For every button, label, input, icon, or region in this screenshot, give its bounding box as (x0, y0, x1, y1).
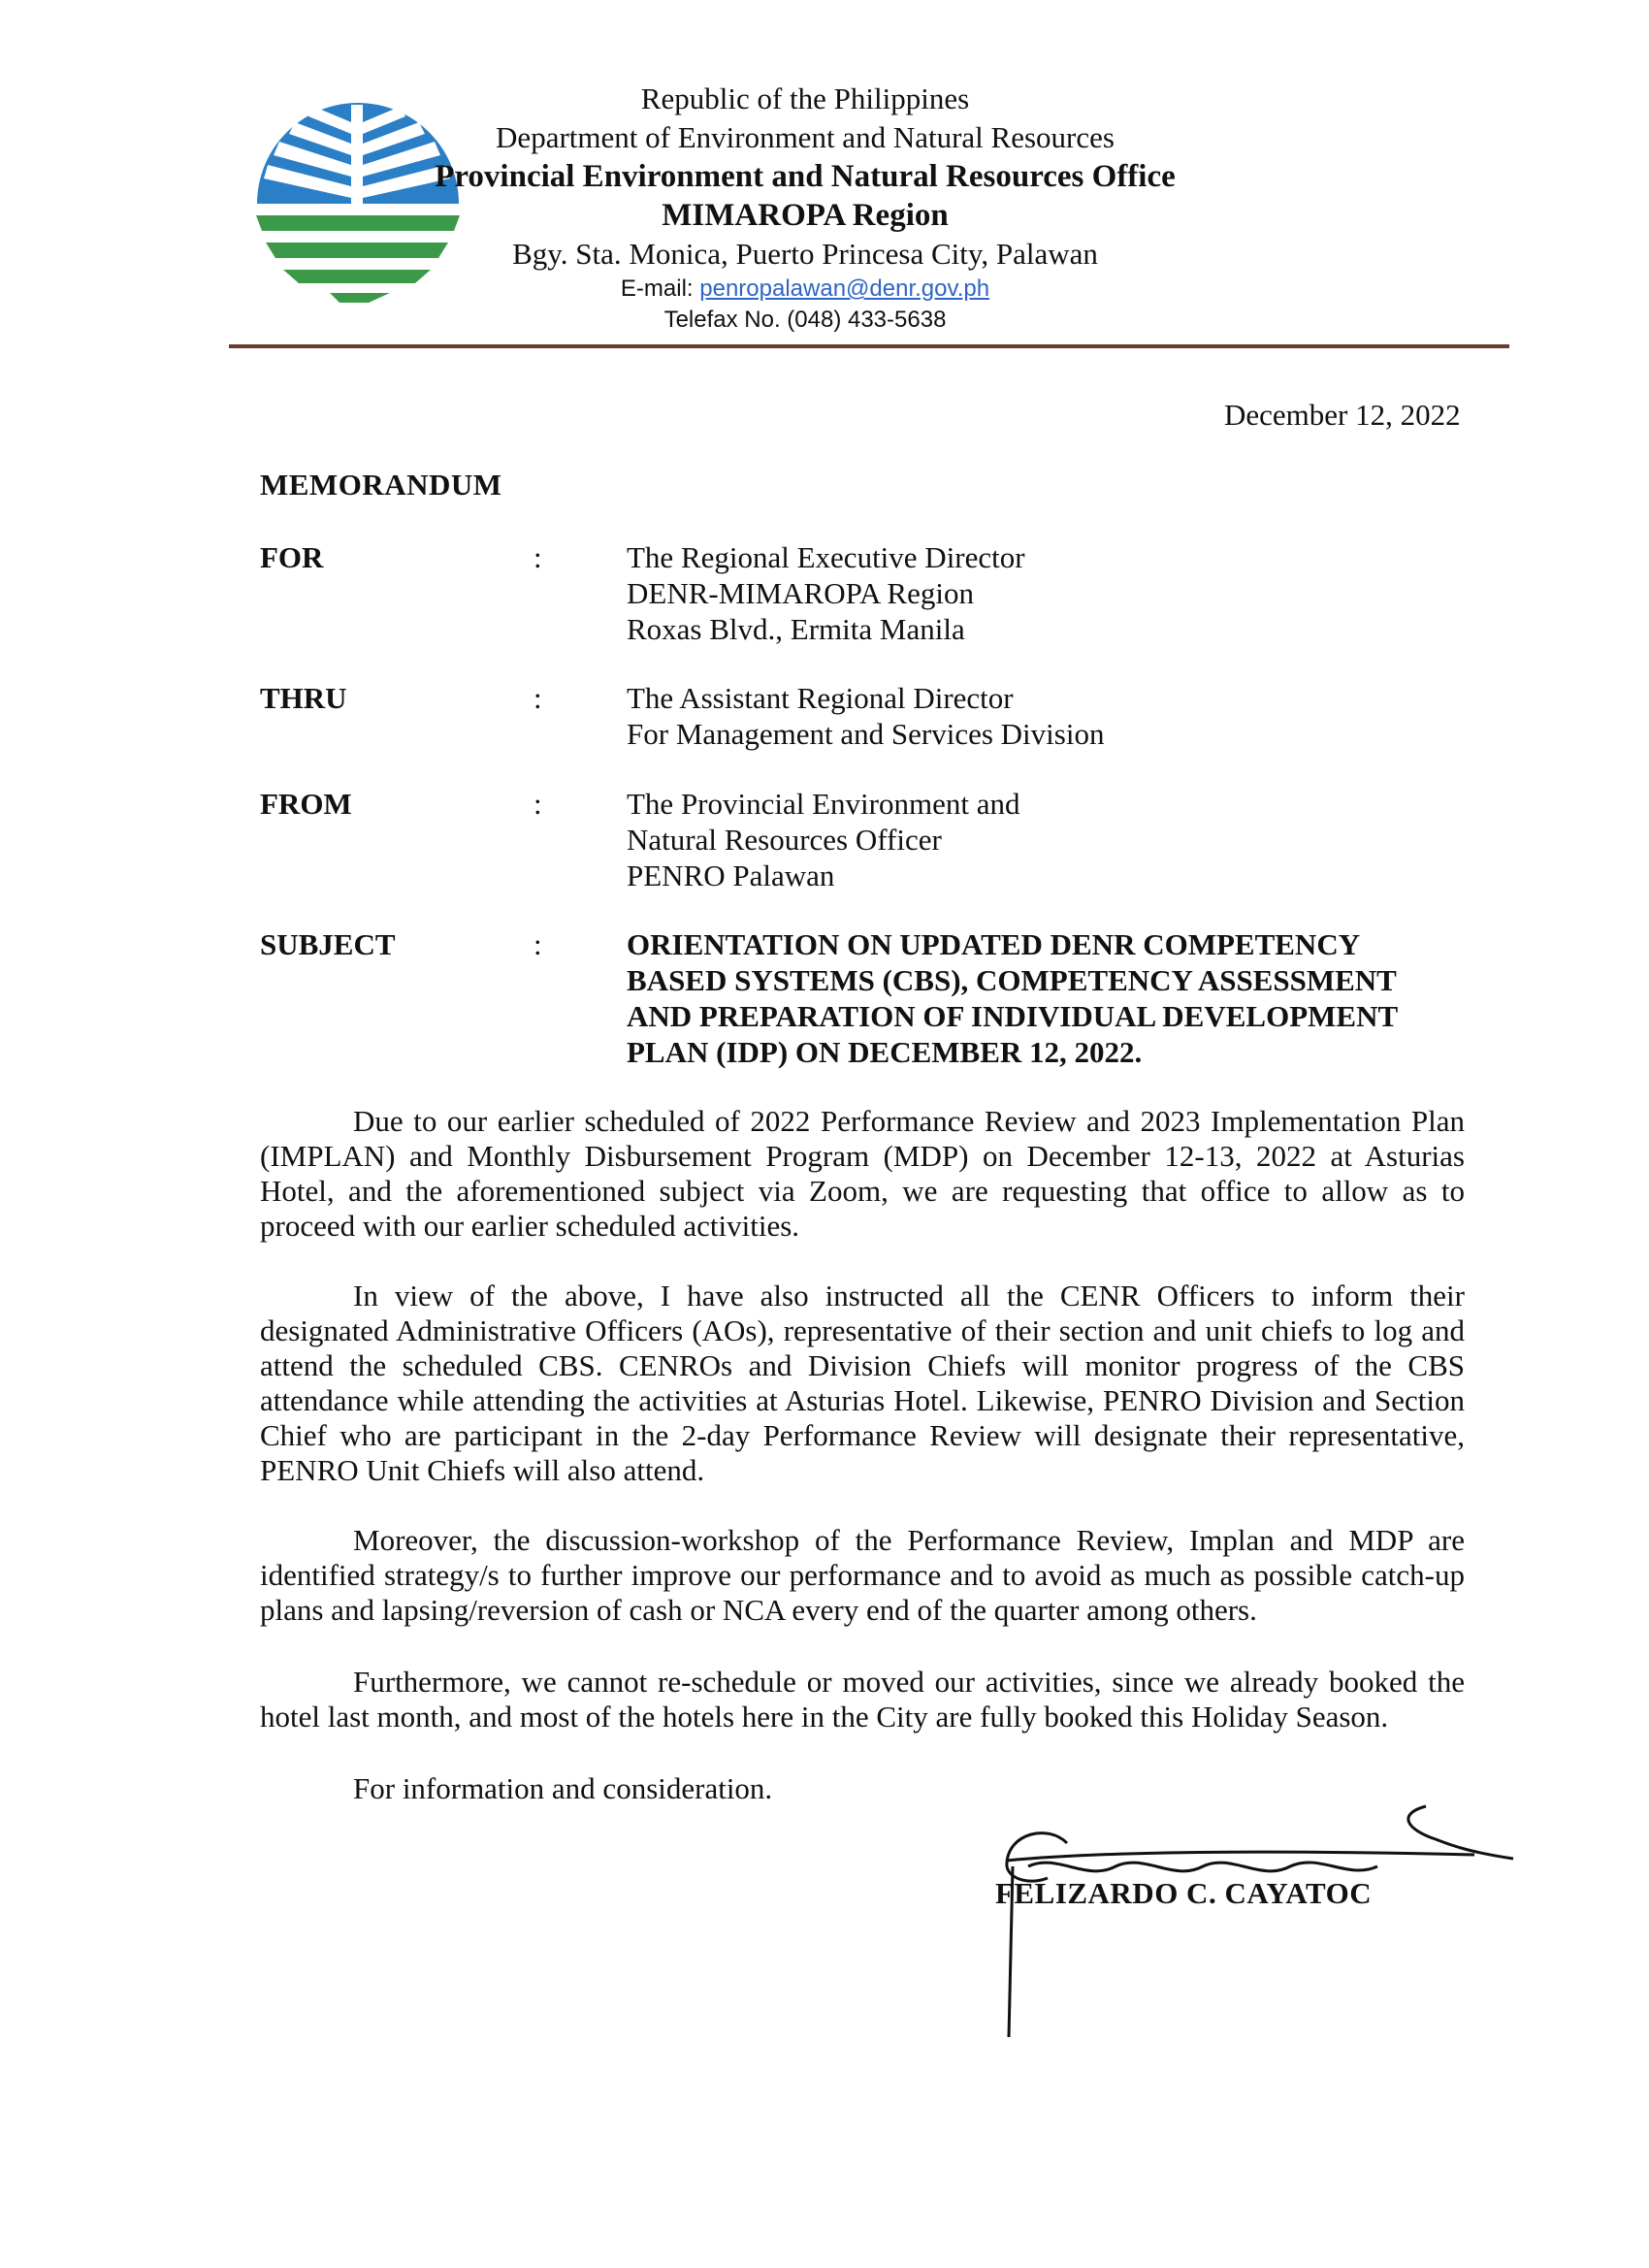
letterhead-telefax: Telefax No. (048) 433-5638 (663, 307, 947, 333)
field-from-line: The Provincial Environment and (627, 787, 1020, 821)
body-paragraph-2-text: In view of the above, I have also instructed all the CENR Officers to inform their designated Administrative Officers (AOs), representative of their section and unit chiefs to log and attend the scheduled CBS. CENROs and Division Chiefs will monitor progress of the CBS attendance while attending the activities at Asturias Hotel. Likewise, PENRO Division and Section Chief who are participant in the 2-day Performance Review will designate their representative, PENRO Unit Chiefs will also attend. (260, 1279, 1465, 1487)
letterhead-address: Bgy. Sta. Monica, Puerto Princesa City, Palawan (512, 237, 1098, 271)
field-for-line: DENR-MIMAROPA Region (627, 576, 974, 610)
body-paragraph-1 (260, 1104, 1465, 1244)
field-thru-value (627, 680, 1480, 752)
field-for-line: Roxas Blvd., Ermita Manila (627, 612, 965, 646)
field-thru-line: The Assistant Regional Director (627, 681, 1014, 715)
body-paragraph-1-text: Due to our earlier scheduled of 2022 Performance Review and 2023 Implementation Plan (IMPLAN) and Monthly Disbursement Program (MDP) on December 12-13, 2022 at Asturias Hotel, and the aforementioned subject via Zoom, we are requesting that office to allow as to proceed with our earlier scheduled activities. (260, 1104, 1465, 1243)
field-thru-label: THRU (260, 681, 347, 715)
field-subject-line: ORIENTATION ON UPDATED DENR COMPETENCY (627, 927, 1361, 961)
field-for-label: FOR (260, 540, 324, 574)
letterhead-email-line (417, 274, 1193, 305)
letterhead-republic: Republic of the Philippines (640, 81, 970, 115)
field-thru-colon: : (534, 681, 542, 715)
field-subject-line: BASED SYSTEMS (CBS), COMPETENCY ASSESSMENT (627, 963, 1397, 997)
field-subject-line: PLAN (IDP) ON DECEMBER 12, 2022. (627, 1035, 1143, 1069)
signer-name: FELIZARDO C. CAYATOC (995, 1876, 1373, 1910)
field-from-line: PENRO Palawan (627, 859, 835, 892)
field-for-colon: : (534, 540, 542, 574)
letterhead-office: Provincial Environment and Natural Resources Office (435, 159, 1176, 194)
signature (970, 1785, 1533, 2057)
letterhead-department: Department of Environment and Natural Resources (496, 120, 1115, 154)
field-subject-value (627, 926, 1480, 1070)
letterhead-region: MIMAROPA Region (662, 198, 949, 233)
field-subject-label: SUBJECT (260, 927, 396, 961)
field-subject-line: AND PREPARATION OF INDIVIDUAL DEVELOPMENT (627, 999, 1399, 1033)
letterhead (417, 80, 1193, 336)
field-from-colon: : (534, 787, 542, 821)
body-paragraph-2 (260, 1279, 1465, 1488)
field-for-line: The Regional Executive Director (627, 540, 1025, 574)
body-paragraph-4-text: Furthermore, we cannot re-schedule or moved our activities, since we already booked the hotel last month, and most of the hotels here in the City are fully booked this Holiday Season. (260, 1665, 1465, 1733)
field-subject-colon: : (534, 927, 542, 961)
field-from-label: FROM (260, 787, 352, 821)
memo-date: December 12, 2022 (1224, 398, 1461, 432)
body-paragraph-4 (260, 1665, 1465, 1734)
field-for-value (627, 539, 1480, 647)
body-paragraph-3 (260, 1523, 1465, 1628)
memo-title: MEMORANDUM (260, 468, 502, 502)
body-paragraph-5-text: For information and consideration. (353, 1771, 773, 1805)
header-divider (229, 344, 1509, 348)
field-from-line: Natural Resources Officer (627, 823, 942, 857)
body-paragraph-3-text: Moreover, the discussion-workshop of the Performance Review, Implan and MDP are identified strategy/s to further improve our performance and to avoid as much as possible catch-up plans and lapsing/reversion of cash or NCA every end of the quarter among others. (260, 1523, 1465, 1627)
field-from-value (627, 786, 1480, 893)
email-link[interactable]: penropalawan@denr.gov.ph (699, 275, 990, 302)
email-label: E-mail: (620, 275, 700, 302)
field-thru-line: For Management and Services Division (627, 717, 1105, 751)
